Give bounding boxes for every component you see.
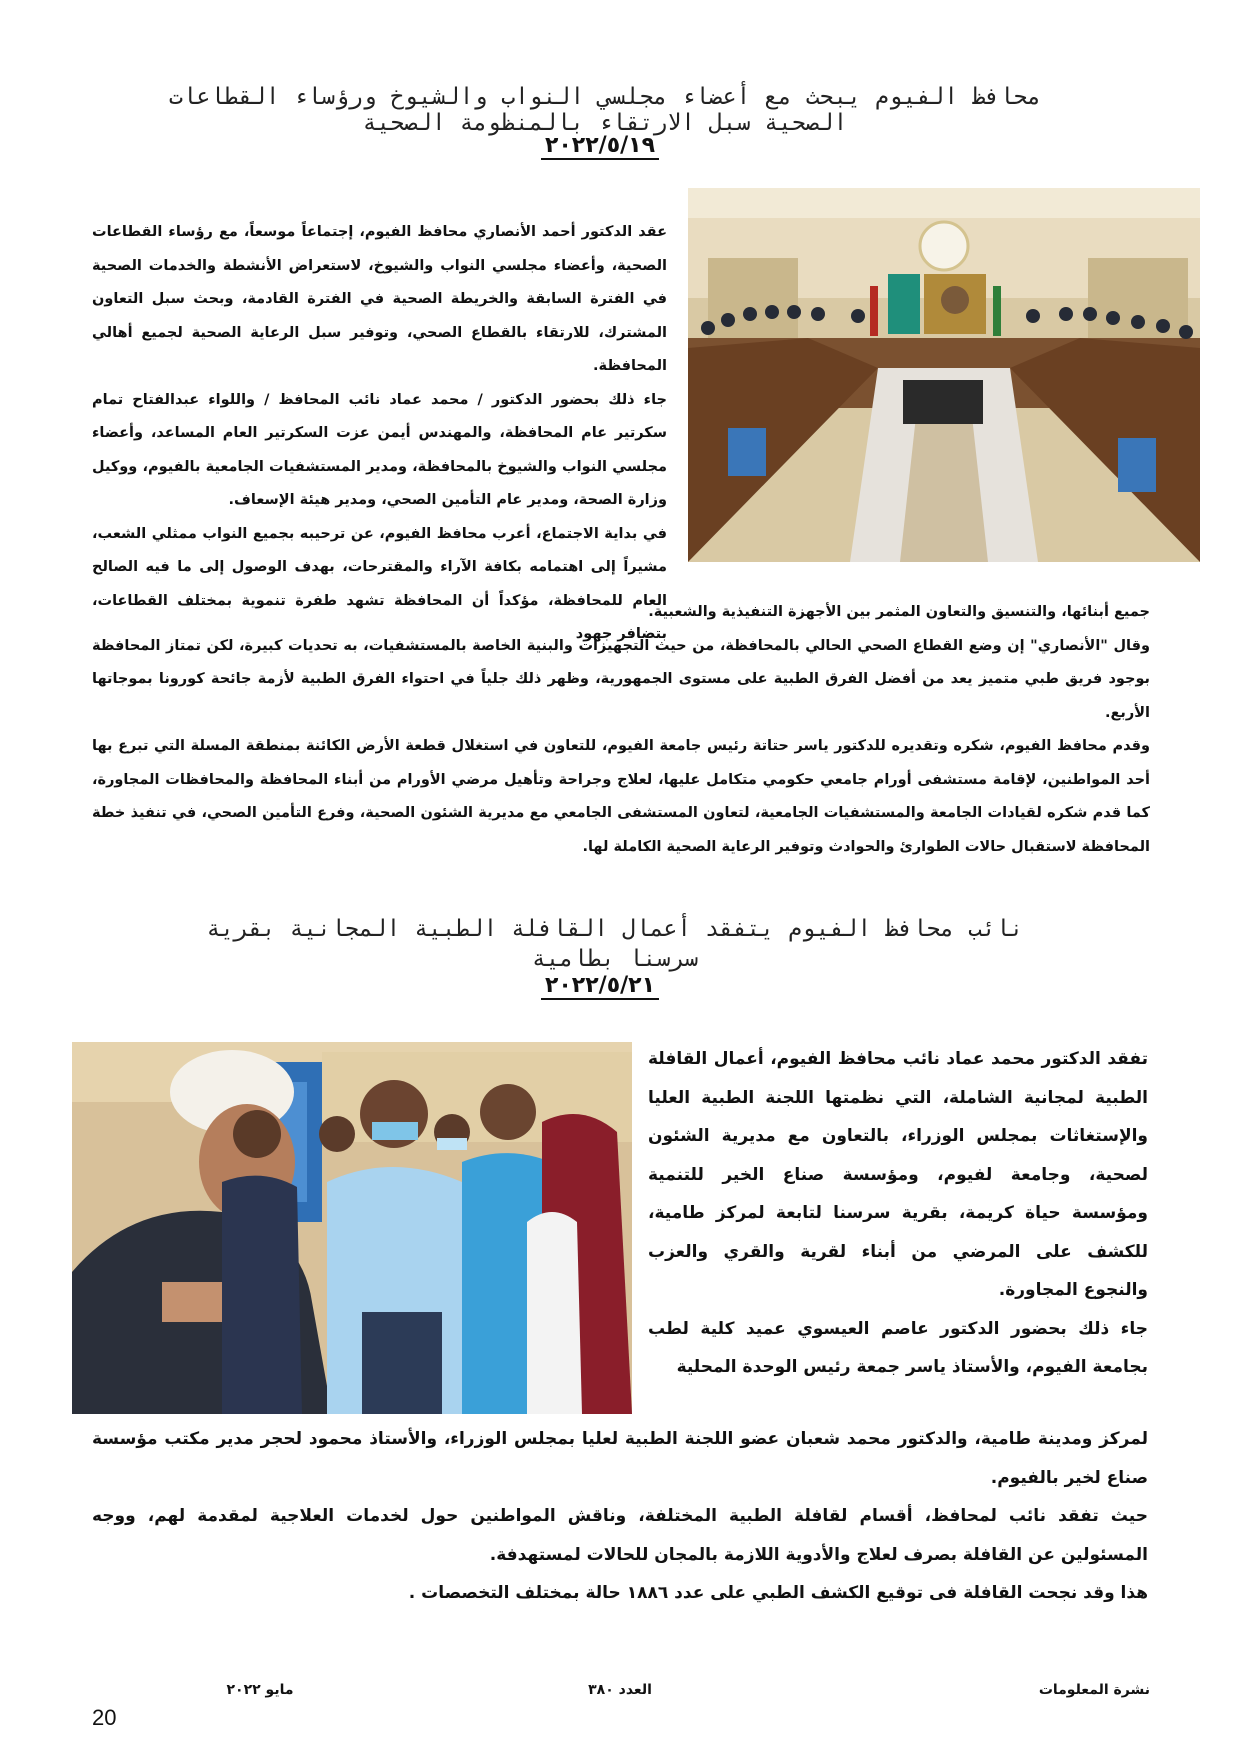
- article1-body-lower: [92, 596, 1150, 864]
- article1-paragraph-3: في بداية الاجتماع، أعرب محافظ الفيوم، عن ترحيبه بجميع النواب ممثلي الشعب، مشيراً إلى اهتمامه بكافة الآراء والمقترحات، بهدف الوصول إلى ما فيه الصالح العام للمحافظة، مؤكداً أن المحافظة تشهد طفرة تنموية بمختلف القطاعات، بتضافر جهود: [92, 525, 667, 642]
- article1-body-upper: [92, 216, 667, 652]
- article2-date: ٢٠٢٢/٥/٢١: [541, 974, 659, 1000]
- article2-paragraph-3: لمركز ومدينة طامية، والدكتور محمد شعبان عضو اللجنة الطبية لعليا بمجلس الوزراء، والأستاذ محمود لحجر مدير مكتب مؤسسة صناع لخير بالفيوم.: [92, 1429, 1148, 1488]
- article1-paragraph-1: عقد الدكتور أحمد الأنصاري محافظ الفيوم، إجتماعاً موسعاً، مع رؤساء القطاعات الصحية، وأعضاء مجلسي النواب والشيوخ، لاستعراض الأنشطة والخدمات الصحية في الفترة السابقة والخريطة الصحية في الفترة القادمة، وبحث سبل التعاون المشترك، للارتقاء بالقطاع الصحي، وتوفير سبل الرعاية الصحية لجميع أهالي المحافظة.: [92, 224, 667, 374]
- meeting-room-photo: [688, 188, 1200, 562]
- article1-paragraph-4: جميع أبنائها، والتنسيق والتعاون المثمر بين الأجهزة التنفيذية والشعبية.: [648, 604, 1150, 620]
- article1-date: ٢٠٢٢/٥/١٩: [541, 134, 659, 160]
- article1-paragraph-5: وقال "الأنصاري" إن وضع القطاع الصحي الحالي بالمحافظة، من حيث التجهيزات والبنية الخاصة بالمستشفيات، به تحديات كبيرة، لكن تمتاز المحافظة بوجود فريق طبي متميز يعد من أفضل الفرق الطبية على مستوى الجمهورية، وظهر ذلك جلياً في احتواء الفرق الطبية لأزمة جائحة كورونا بموجاتها الأربع.: [92, 637, 1150, 721]
- article1-headline-line1: محافظ الفيوم يبحث مع أعضاء مجلسي النواب والشيوخ ورؤساء القطاعات: [168, 84, 1042, 110]
- article2-headline-line1: نائب محافظ الفيوم يتفقد أعمال القافلة الطبية المجانية بقرية: [206, 916, 1024, 942]
- medical-caravan-photo: [72, 1042, 632, 1414]
- article2-paragraph-4: حيث تفقد نائب لمحافظ، أقسام لقافلة الطبية المختلفة، وناقش المواطنين حول لخدمات العلاجية لمقدمة لهم، ووجه المسئولين عن القافلة بصرف لعلاج والأدوية اللازمة بالمجان للحالات لمستهدفة.: [92, 1506, 1148, 1565]
- article2-paragraph-2: جاء ذلك بحضور الدكتور عاصم العيسوي عميد كلية لطب بجامعة الفيوم، والأستاذ ياسر جمعة رئيس الوحدة المحلية: [648, 1318, 1148, 1377]
- article2-body-lower: [92, 1420, 1148, 1613]
- article2-headline-line2: سرسنا بطامية: [531, 946, 699, 972]
- article1-paragraph-2: جاء ذلك بحضور الدكتور / محمد عماد نائب المحافظ / واللواء عبدالفتاح تمام سكرتير عام المحافظة، والمهندس أيمن عزت السكرتير العام المساعد، وأعضاء مجلسي النواب والشيوخ بالمحافظة، ومدير المستشفيات الجامعية بالفيوم، ووكيل وزارة الصحة، ومدير عام التأمين الصحي، ومدير هيئة الإسعاف.: [92, 391, 667, 508]
- article2-body-upper: [648, 1040, 1148, 1387]
- article1-headline-line2: الصحية سبل الارتقاء بالمنظومة الصحية: [362, 110, 848, 136]
- footer-issue-month: مايو ٢٠٢٢: [226, 1682, 294, 1698]
- article2-paragraph-5: هذا وقد نجحت القافلة فى توقيع الكشف الطبي على عدد ١٨٨٦ حالة بمختلف التخصصات .: [408, 1583, 1148, 1603]
- article1-paragraph-6: وقدم محافظ الفيوم، شكره وتقديره للدكتور ياسر حتاتة رئيس جامعة الفيوم، للتعاون في استغلال قطعة الأرض الكائنة بمنطقة المسلة التي تبرع بها أحد المواطنين، لإقامة مستشفى أورام جامعي حكومي متكامل عليها، لعلاج وجراحة وتأهيل مرضي الأورام من أبناء المحافظة والمحافظات المجاورة، كما قدم شكره لقيادات الجامعة والمستشفيات الجامعية، لتعاون المستشفى الجامعي مع مديرية الشئون الصحية، وفرع التأمين الصحي، في تنفيذ خطة المحافظة لاستقبال حالات الطوارئ والحوادث وتوفير الرعاية الصحية الكاملة لها.: [92, 738, 1150, 855]
- footer-publication-name: نشرة المعلومات: [1038, 1682, 1150, 1698]
- page-number: 20: [92, 1705, 117, 1730]
- article2-paragraph-1: تفقد الدكتور محمد عماد نائب محافظ الفيوم، أعمال القافلة الطبية لمجانية الشاملة، التي نظمتها اللجنة الطبية العليا والإستغاثات بمجلس الوزراء، بالتعاون مع مديرية الشئون لصحية، وجامعة لفيوم، ومؤسسة صناع الخير للتنمية ومؤسسة حياة كريمة، بقرية سرسنا لتابعة لمركز طامية، للكشف على المرضي من أبناء لقرية والقري والعزب والنجوع المجاورة.: [648, 1049, 1148, 1300]
- footer-issue-number: العدد ٣٨٠: [588, 1682, 652, 1698]
